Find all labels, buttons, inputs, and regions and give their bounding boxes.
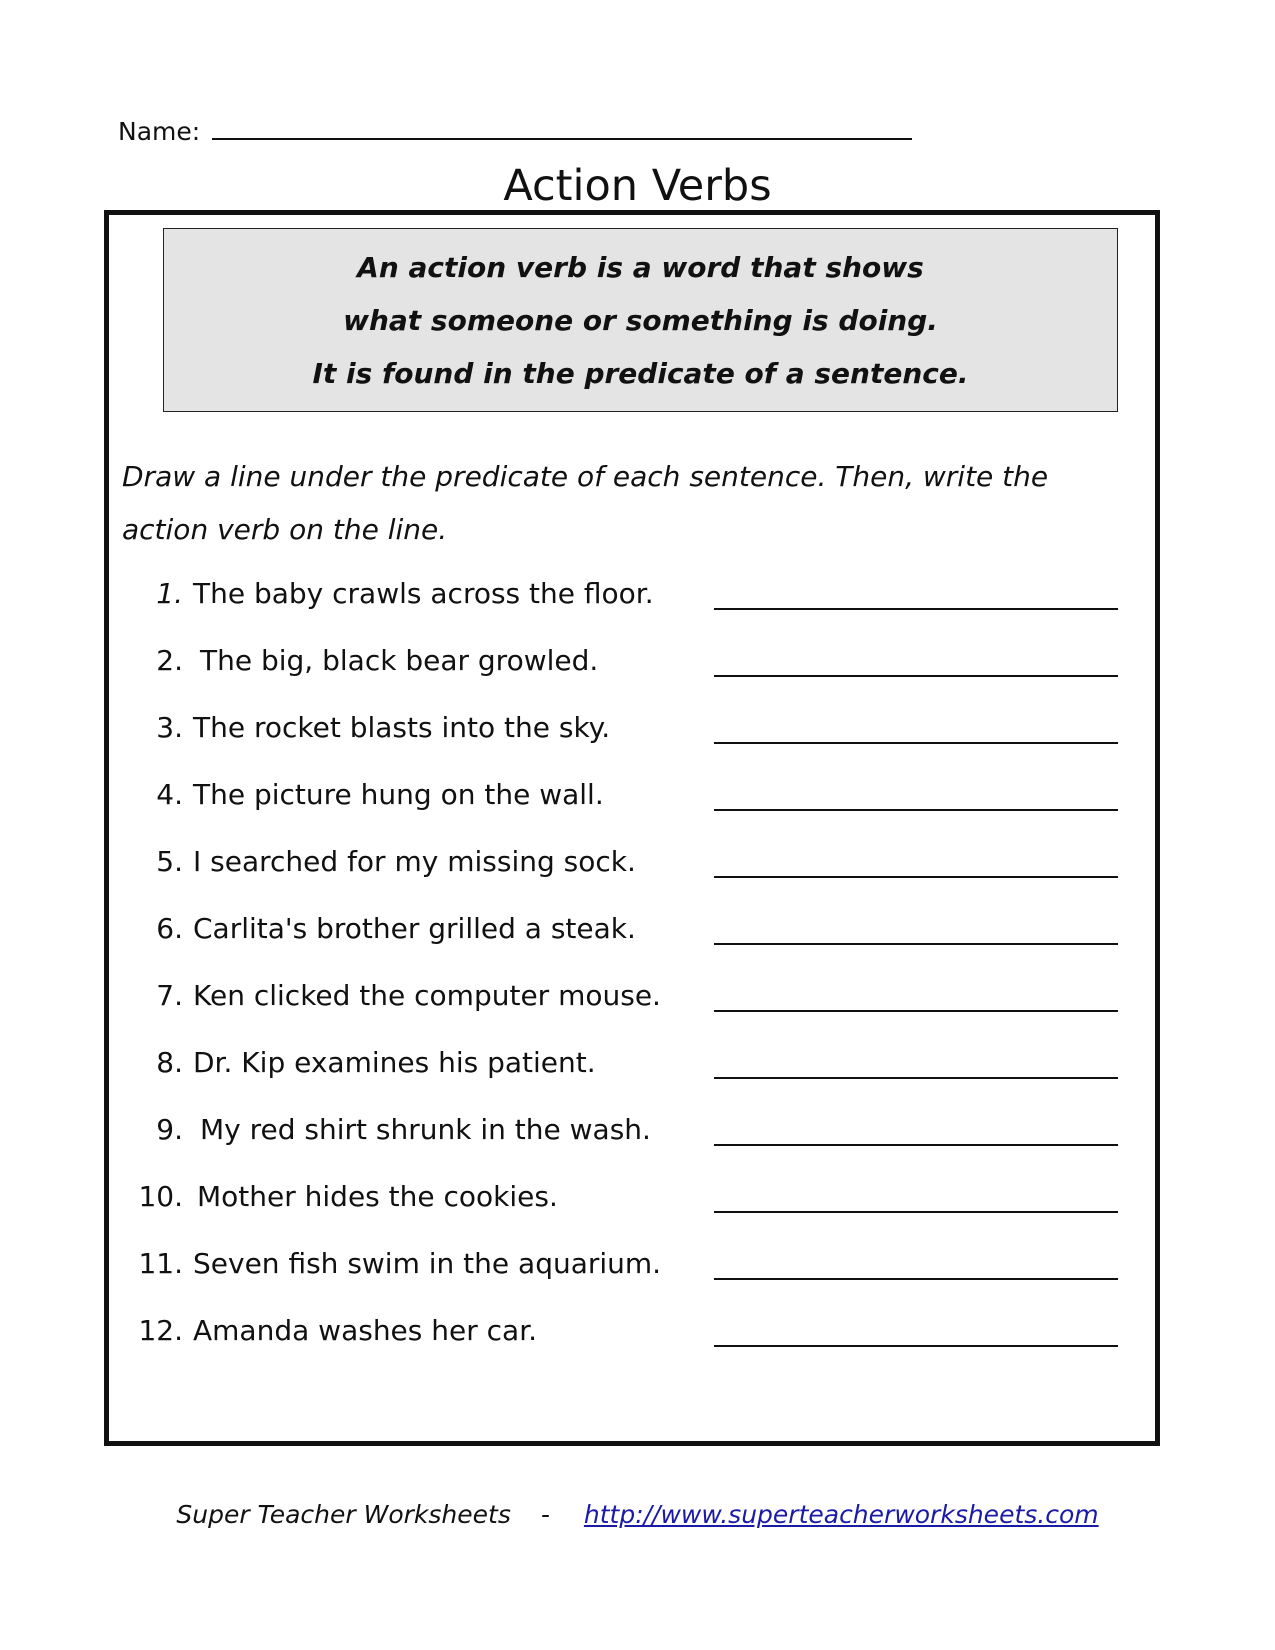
question-text: Ken clicked the computer mouse.	[193, 979, 661, 1012]
question-text: Amanda washes her car.	[193, 1314, 538, 1347]
definition-box	[163, 228, 1118, 412]
question-number: 8.	[156, 1046, 183, 1079]
question-item	[109, 1247, 1155, 1287]
name-label: Name:	[118, 117, 201, 146]
question-text: Dr. Kip examines his patient.	[193, 1046, 596, 1079]
worksheet-box	[104, 210, 1160, 1446]
question-number: 11.	[138, 1247, 183, 1280]
answer-line[interactable]	[714, 1278, 1118, 1280]
question-text: Carlita's brother grilled a steak.	[193, 912, 636, 945]
question-item	[109, 778, 1155, 818]
answer-line[interactable]	[714, 1077, 1118, 1079]
question-item	[109, 845, 1155, 885]
question-item	[109, 1113, 1155, 1153]
question-number: 9.	[156, 1113, 183, 1146]
question-item	[109, 1180, 1155, 1220]
question-text: The baby crawls across the floor.	[193, 577, 654, 610]
question-text: Mother hides the cookies.	[197, 1180, 558, 1213]
question-number: 1.	[156, 577, 183, 610]
question-item	[109, 912, 1155, 952]
question-number: 2.	[156, 644, 183, 677]
question-text: The picture hung on the wall.	[193, 778, 604, 811]
question-text: Seven fish swim in the aquarium.	[193, 1247, 662, 1280]
question-number: 6.	[156, 912, 183, 945]
answer-line[interactable]	[714, 943, 1118, 945]
footer-site-name: Super Teacher Worksheets	[176, 1500, 511, 1529]
answer-line[interactable]	[714, 1010, 1118, 1012]
question-number: 10.	[138, 1180, 183, 1213]
answer-line[interactable]	[714, 1211, 1118, 1213]
instructions: Draw a line under the predicate of each sentence. Then, write the action verb on the line.	[122, 460, 1049, 546]
question-item	[109, 979, 1155, 1019]
answer-line[interactable]	[714, 809, 1118, 811]
definition-line-2: what someone or something is doing.	[343, 304, 938, 337]
answer-line[interactable]	[714, 675, 1118, 677]
question-item	[109, 1046, 1155, 1086]
answer-line[interactable]	[714, 742, 1118, 744]
page-title: Action Verbs	[503, 161, 772, 211]
footer-link[interactable]: http://www.superteacherworksheets.com	[583, 1500, 1099, 1529]
answer-line[interactable]	[714, 1345, 1118, 1347]
question-item	[109, 644, 1155, 684]
question-number: 7.	[156, 979, 183, 1012]
question-text: The rocket blasts into the sky.	[193, 711, 611, 744]
question-number: 5.	[156, 845, 183, 878]
footer	[0, 1500, 1275, 1529]
name-field-row	[118, 116, 912, 146]
question-number: 4.	[156, 778, 183, 811]
question-text: I searched for my missing sock.	[193, 845, 636, 878]
question-text: The big, black bear growled.	[200, 644, 599, 677]
footer-separator: -	[540, 1500, 550, 1529]
question-item	[109, 1314, 1155, 1354]
name-input-line[interactable]	[212, 116, 912, 140]
answer-line[interactable]	[714, 608, 1118, 610]
definition-line-1: An action verb is a word that shows	[357, 251, 924, 284]
question-number: 3.	[156, 711, 183, 744]
answer-line[interactable]	[714, 1144, 1118, 1146]
question-item	[109, 577, 1155, 617]
question-text: My red shirt shrunk in the wash.	[200, 1113, 651, 1146]
definition-line-3: It is found in the predicate of a sentence.	[312, 357, 969, 390]
question-item	[109, 711, 1155, 751]
question-number: 12.	[138, 1314, 183, 1347]
answer-line[interactable]	[714, 876, 1118, 878]
